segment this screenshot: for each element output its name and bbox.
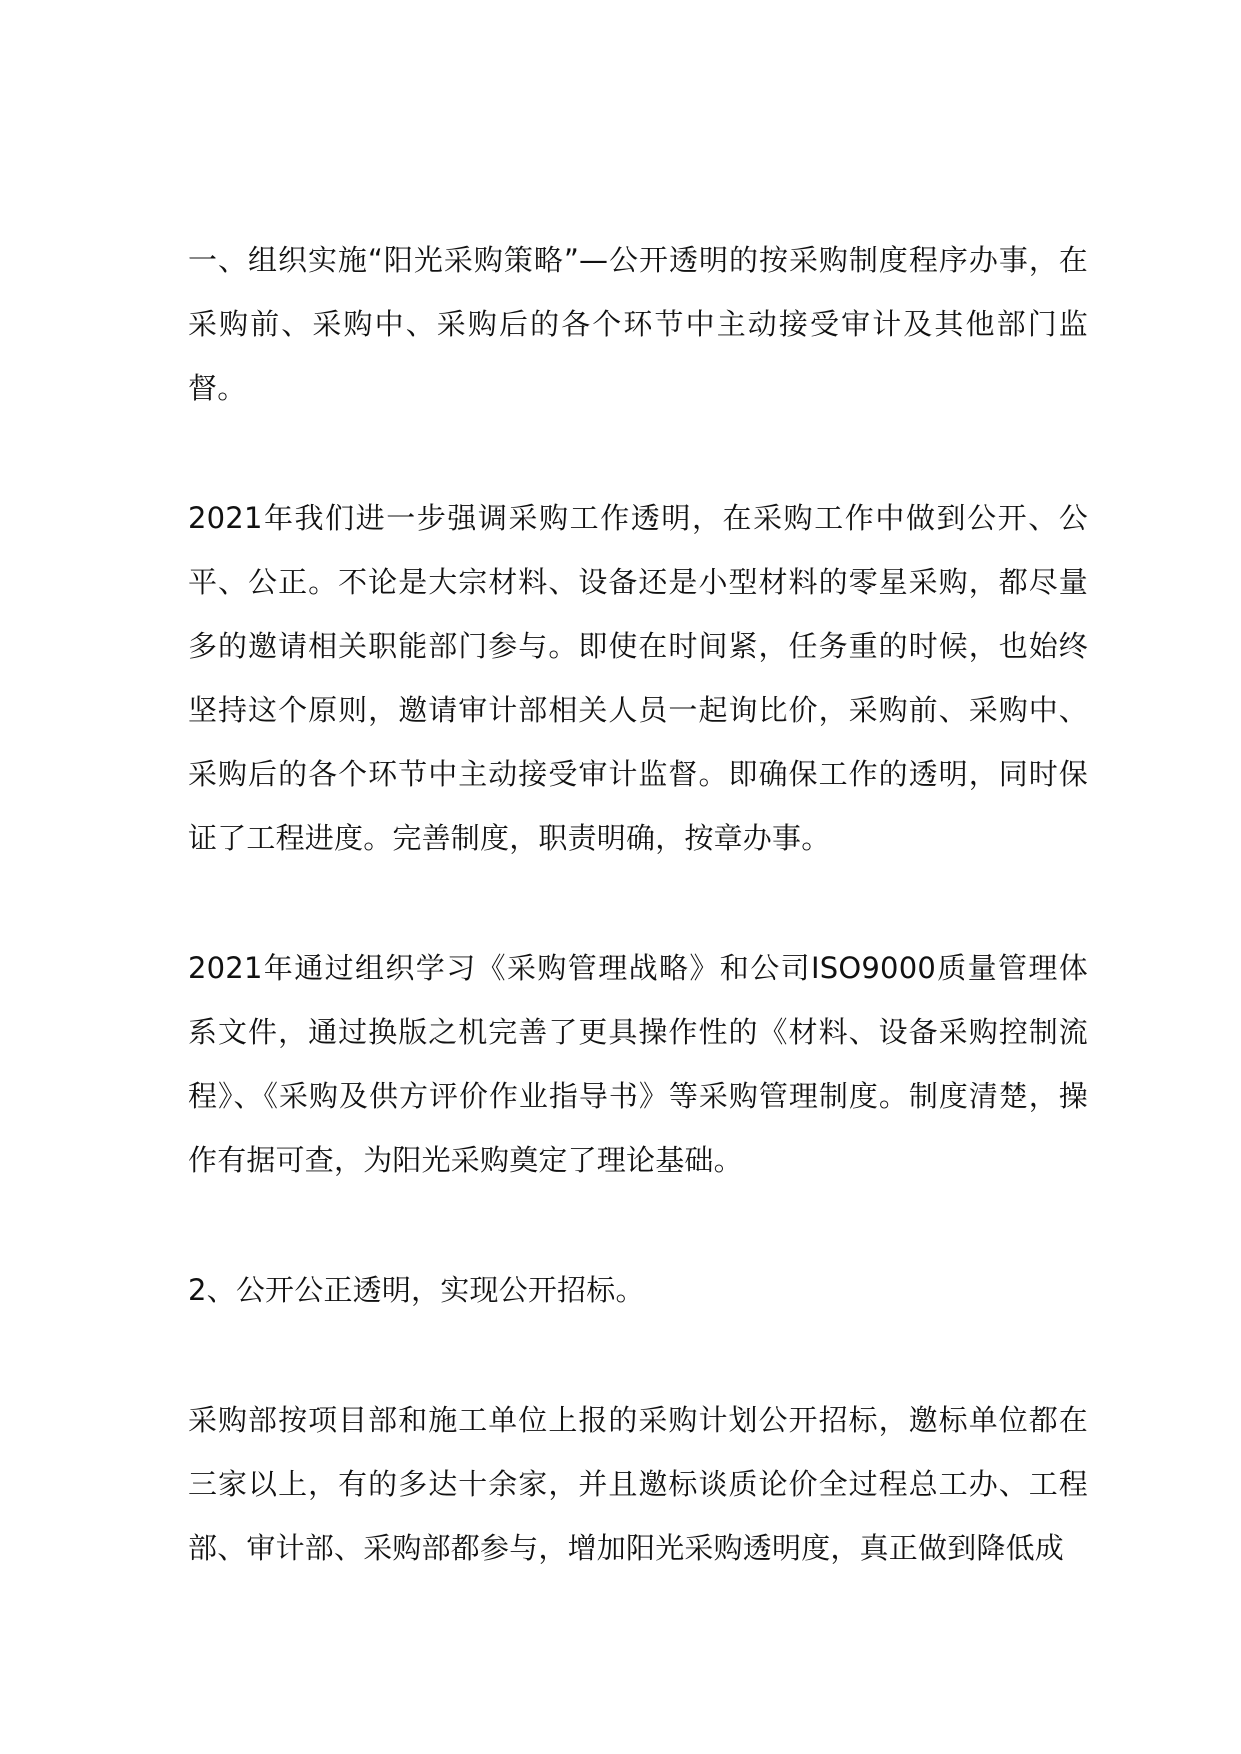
paragraph-5: 采购部按项目部和施工单位上报的采购计划公开招标，邀标单位都在三家以上，有的多达十余家，并且邀标谈质论价全过程总工办、工程部、审计部、采购部都参与，增加阳光采购透明度，真正做到降低成 xyxy=(188,1403,1088,1565)
paragraph-4: 2、公开公正透明，实现公开招标。 xyxy=(188,1273,645,1307)
paragraph-2: 2021年我们进一步强调采购工作透明，在采购工作中做到公开、公平、公正。不论是大宗材料、设备还是小型材料的零星采购，都尽量多的邀请相关职能部门参与。即使在时间紧，任务重的时候，也始终坚持这个原则，邀请审计部相关人员一起询比价，采购前、采购中、采购后的各个环节中主动接受审计监督。即确保工作的透明，同时保证了工程进度。完善制度，职责明确，按章办事。 xyxy=(188,501,1088,855)
paragraph-1: 一、组织实施“阳光采购策略”—公开透明的按采购制度程序办事，在采购前、采购中、采购后的各个环节中主动接受审计及其他部门监督。 xyxy=(188,243,1088,405)
paragraph-3: 2021年通过组织学习《采购管理战略》和公司ISO9000质量管理体系文件，通过换版之机完善了更具操作性的《材料、设备采购控制流程》、《采购及供方评价作业指导书》等采购管理制度。制度清楚，操作有据可查，为阳光采购奠定了理论基础。 xyxy=(188,951,1088,1177)
document-body xyxy=(188,228,1088,1646)
